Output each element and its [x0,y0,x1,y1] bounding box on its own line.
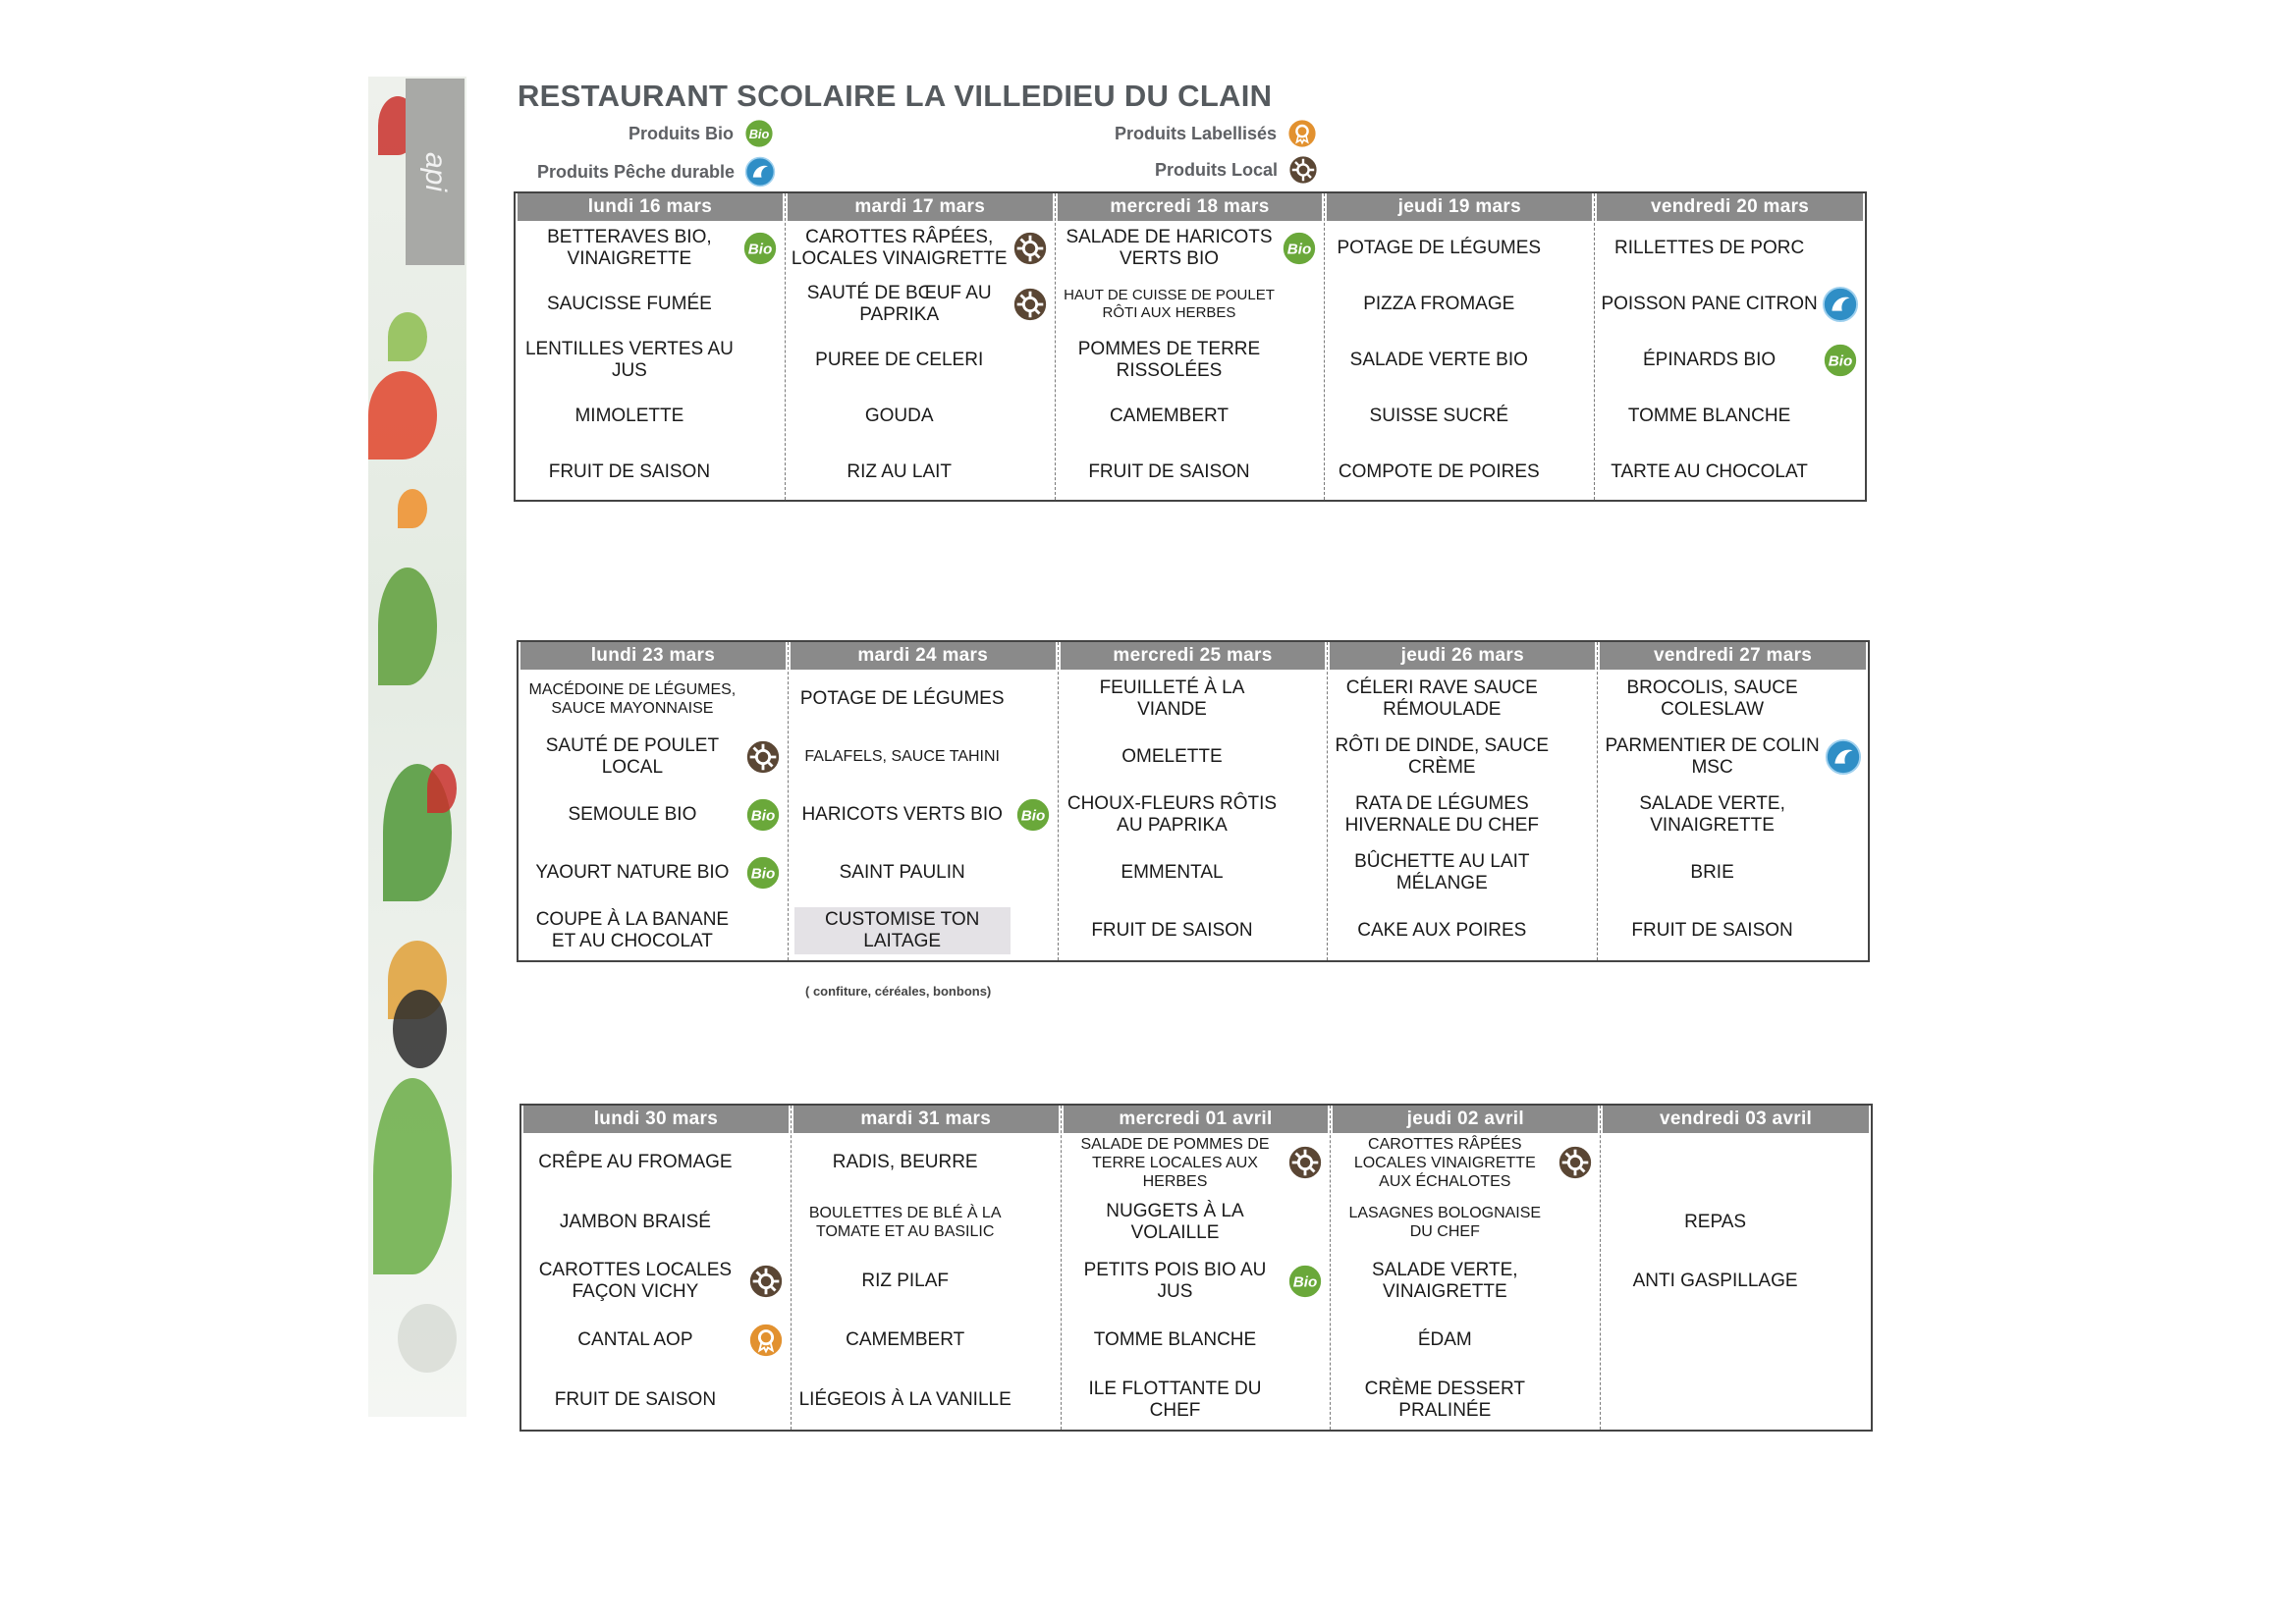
dish-item [1325,444,1594,500]
dish-item [1056,333,1325,389]
day-header: vendredi 27 mars [1600,642,1866,670]
dish-name: YAOURT NATURE BIO [535,862,730,884]
dish-item [1062,1133,1331,1192]
dish-name: BROCOLIS, SAUCE COLESLAW [1626,676,1798,720]
dish-name: CAROTTES RÂPÉES, LOCALES VINAIGRETTE [791,227,1008,270]
day-header: jeudi 26 mars [1330,642,1595,670]
dish-item [1328,785,1597,843]
dish-item [1062,1252,1331,1311]
dish-item [1595,221,1865,277]
dish-name: SAUCISSE FUMÉE [546,294,712,315]
dish-name: ANTI GASPILLAGE [1632,1271,1798,1292]
dish-list [1062,1133,1331,1430]
dish-name: BETTERAVES BIO, VINAIGRETTE [547,227,712,270]
dish-name: LASAGNES BOLOGNAISE DU CHEF [1348,1204,1542,1240]
dish-item [1331,1311,1600,1370]
dish-name: RIZ PILAF [861,1271,950,1292]
week-grid [517,640,1870,962]
local-icon [1557,1144,1594,1181]
dish-item [1331,1371,1600,1430]
dish-item [1325,277,1594,333]
day-column [519,642,789,960]
dish-name: PIZZA FROMAGE [1363,294,1515,315]
dish-item [1598,728,1868,785]
local-icon [1011,230,1049,267]
customise-note: ( confiture, céréales, bonbons) [805,984,992,999]
bio-icon [744,854,782,892]
dish-item [789,844,1058,902]
week-2 [517,640,1870,962]
dish-name: TARTE AU CHOCOLAT [1611,460,1808,482]
legend-bio-label: Produits Bio [629,123,734,143]
dish-name: CAKE AUX POIRES [1357,920,1527,942]
bio-icon [744,796,782,834]
day-column [1601,1106,1871,1430]
day-column [1328,642,1598,960]
dish-list [786,221,1055,500]
dish-name: SALADE VERTE, VINAIGRETTE [1639,793,1785,836]
dish-name: FRUIT DE SAISON [548,460,711,482]
dish-item [519,785,788,843]
dish-name: CHOUX-FLEURS RÔTIS AU PAPRIKA [1066,793,1278,836]
local-icon [1287,154,1319,186]
label-rouge-icon [1286,118,1318,149]
dish-name: CRÈME DESSERT PRALINÉE [1364,1378,1525,1421]
dish-item [1601,1311,1871,1370]
peche-durable-icon [744,156,776,188]
peche-durable-icon [1825,738,1862,776]
dish-name: RÔTI DE DINDE, SAUCE CRÈME [1335,734,1550,778]
dish-item [1595,277,1865,333]
legend-peche-label: Produits Pêche durable [537,161,736,182]
dish-name: TOMME BLANCHE [1627,405,1791,426]
day-column [1059,642,1329,960]
legend-label-label: Produits Labellisés [1115,123,1278,143]
dish-list [792,1133,1061,1430]
dish-name: RADIS, BEURRE [832,1152,978,1173]
dish-list [519,670,788,960]
dish-name: CAMEMBERT [1109,405,1230,426]
dish-item [521,1192,791,1251]
dish-name: HAUT DE CUISSE DE POULET RÔTI AUX HERBES [1064,287,1275,322]
dish-item [1328,902,1597,960]
day-column [516,193,786,500]
dish-item [521,1252,791,1311]
dish-name: CRÊPE AU FROMAGE [538,1152,733,1173]
day-header: lundi 30 mars [523,1106,789,1133]
dish-name: EMMENTAL [1121,862,1224,884]
dish-item [1328,728,1597,785]
legend-local [1155,154,1319,186]
dish-list [1056,221,1325,500]
dish-item [1056,388,1325,444]
day-header: lundi 23 mars [520,642,786,670]
dish-item [792,1192,1061,1251]
dish-name: FEUILLETÉ À LA VIANDE [1099,676,1245,720]
dish-item [1595,333,1865,389]
day-header: jeudi 02 avril [1333,1106,1598,1133]
week-3 [519,1104,1873,1432]
leaf-decoration [388,312,427,361]
legend-local-label: Produits Local [1155,159,1279,180]
day-header: jeudi 19 mars [1327,193,1592,221]
dish-item [519,844,788,902]
svg-text:Bio: Bio [748,126,770,141]
dish-list [1598,670,1868,960]
dish-name: HARICOTS VERTS BIO [801,804,1003,825]
dish-name: SALADE VERTE, VINAIGRETTE [1372,1260,1518,1303]
dish-name: POMMES DE TERRE RISSOLÉES [1077,338,1261,381]
dish-item [792,1311,1061,1370]
pepper-decoration [398,489,427,528]
dish-name: FRUIT DE SAISON [1631,920,1793,942]
day-column [1331,1106,1601,1430]
dish-list [1601,1133,1871,1430]
dish-item [521,1371,791,1430]
dish-item [1059,902,1328,960]
dish-name: SEMOULE BIO [568,804,697,825]
dish-item [792,1252,1061,1311]
dish-item [1059,785,1328,843]
week-grid [514,191,1867,502]
svg-text:Bio: Bio [1293,1273,1318,1291]
day-column [1325,193,1595,500]
leaf-decoration [378,568,437,685]
dish-name: NUGGETS À LA VOLAILLE [1106,1200,1244,1243]
dish-item [1056,444,1325,500]
bio-icon [1014,796,1052,834]
dish-name: FRUIT DE SAISON [1091,920,1253,942]
bio-icon [1822,342,1859,379]
pepper-decoration [427,764,457,813]
day-header: mardi 17 mars [788,193,1053,221]
day-header: mardi 31 mars [793,1106,1059,1133]
dish-item [786,444,1055,500]
dish-item [1595,444,1865,500]
day-header: vendredi 20 mars [1597,193,1863,221]
dish-item [1598,670,1868,728]
legend-bio [629,118,775,149]
dish-name: PUREE DE CELERI [815,349,984,370]
dish-name: RILLETTES DE PORC [1613,238,1805,259]
dish-item [516,388,785,444]
dish-item [1601,1192,1871,1251]
dish-name: PARMENTIER DE COLIN MSC [1605,734,1820,778]
dish-item [1331,1192,1600,1251]
dish-item [1601,1252,1871,1311]
leaf-decoration [373,1078,452,1274]
dish-item [786,277,1055,333]
dish-list [789,670,1058,960]
dish-name: SUISSE SUCRÉ [1369,405,1509,426]
dish-name: SALADE VERTE BIO [1349,349,1528,370]
dish-name: TOMME BLANCHE [1093,1329,1257,1351]
dish-item [1059,728,1328,785]
day-column [1062,1106,1332,1430]
dish-item [1062,1192,1331,1251]
dish-item [1059,844,1328,902]
dish-name: BOULETTES DE BLÉ À LA TOMATE ET AU BASILIC [808,1204,1002,1240]
dish-name: ÉPINARDS BIO [1643,349,1777,370]
dish-name: CAMEMBERT [846,1329,965,1351]
dish-item [1062,1371,1331,1430]
dish-name: BRIE [1690,862,1734,884]
svg-text:Bio: Bio [747,242,773,259]
week-grid [519,1104,1873,1432]
day-column [792,1106,1062,1430]
dish-name: SALADE DE HARICOTS VERTS BIO [1066,227,1273,270]
svg-text:Bio: Bio [750,865,776,883]
bio-icon [741,230,779,267]
day-header: mercredi 01 avril [1064,1106,1329,1133]
day-header: mercredi 25 mars [1061,642,1326,670]
dish-list [516,221,785,500]
dish-name: REPAS [1684,1211,1747,1232]
peche-durable-icon [1822,286,1859,323]
dish-item [786,221,1055,277]
dish-item [1325,333,1594,389]
dish-name: COUPE À LA BANANE ET AU CHOCOLAT [535,909,730,952]
dish-name: SALADE DE POMMES DE TERRE LOCALES AUX HERBES [1080,1135,1270,1190]
dish-item [519,728,788,785]
dish-name: LIÉGEOIS À LA VANILLE [798,1388,1011,1410]
dish-item [1325,221,1594,277]
dish-list [521,1133,791,1430]
svg-text:Bio: Bio [1287,242,1312,259]
label-rouge-icon [747,1322,785,1359]
dish-item [1598,785,1868,843]
dish-name: OMELETTE [1121,745,1223,767]
dish-item [789,902,1058,960]
dish-item [1062,1311,1331,1370]
dish-item [521,1133,791,1192]
dish-name: MACÉDOINE DE LÉGUMES, SAUCE MAYONNAISE [528,680,737,717]
dish-name: SAUTÉ DE BŒUF AU PAPRIKA [806,283,992,326]
figure-decoration [393,990,447,1068]
dish-name: FRUIT DE SAISON [554,1388,717,1410]
legend-peche [537,156,776,188]
dish-item [789,785,1058,843]
week-1 [514,191,1867,502]
dish-item [516,277,785,333]
dish-name: BÛCHETTE AU LAIT MÉLANGE [1354,851,1530,894]
dish-name: MIMOLETTE [574,405,684,426]
dish-item [786,388,1055,444]
dish-item [1601,1133,1871,1192]
bio-icon [743,118,775,149]
dish-item [789,670,1058,728]
dish-item [516,221,785,277]
dish-item [792,1133,1061,1192]
page-title: RESTAURANT SCOLAIRE LA VILLEDIEU DU CLAIN [518,79,1273,113]
tomato-decoration [368,371,437,460]
day-header: lundi 16 mars [518,193,783,221]
dish-item [1331,1252,1600,1311]
dish-name: POISSON PANE CITRON [1601,294,1818,315]
dish-name: POTAGE DE LÉGUMES [1337,238,1542,259]
dish-item [1598,844,1868,902]
decorative-side-strip [368,77,466,1417]
day-column [786,193,1056,500]
api-logo: api [406,79,465,265]
day-column [1595,193,1865,500]
dish-item [786,333,1055,389]
dish-name: CAROTTES RÂPÉES LOCALES VINAIGRETTE AUX ÉCHALOTES [1353,1135,1536,1190]
dish-name: CUSTOMISE TON LAITAGE [794,907,1011,954]
dish-name: SAINT PAULIN [839,862,965,884]
dish-name: RATA DE LÉGUMES HIVERNALE DU CHEF [1344,793,1539,836]
dish-name: LENTILLES VERTES AU JUS [524,338,734,381]
dish-name: COMPOTE DE POIRES [1338,460,1540,482]
dish-item [792,1371,1061,1430]
day-column [789,642,1059,960]
svg-text:Bio: Bio [1828,352,1853,370]
dish-list [1595,221,1865,500]
dish-item [1595,388,1865,444]
svg-text:Bio: Bio [750,807,776,825]
day-header: vendredi 03 avril [1603,1106,1869,1133]
day-column [1056,193,1326,500]
dish-item [1325,388,1594,444]
dish-list [1331,1133,1600,1430]
day-column [521,1106,792,1430]
dish-list [1325,221,1594,500]
day-header: mercredi 18 mars [1058,193,1323,221]
dish-name: JAMBON BRAISÉ [559,1211,711,1232]
svg-text:Bio: Bio [1020,807,1045,825]
dish-name: CÉLERI RAVE SAUCE RÉMOULADE [1345,676,1538,720]
dish-name: FRUIT DE SAISON [1088,460,1250,482]
dish-list [1328,670,1597,960]
dish-list [1059,670,1328,960]
local-icon [744,738,782,776]
dish-name: RIZ AU LAIT [847,460,953,482]
dish-name: FALAFELS, SAUCE TAHINI [804,748,1000,766]
dish-name: POTAGE DE LÉGUMES [799,687,1005,709]
dish-item [1059,670,1328,728]
dish-item [1056,277,1325,333]
dish-item [1328,670,1597,728]
dish-name: CANTAL AOP [577,1329,693,1351]
dish-item [1328,844,1597,902]
dish-item [789,728,1058,785]
bowl-decoration [398,1304,457,1373]
dish-item [1056,221,1325,277]
local-icon [1011,286,1049,323]
local-icon [747,1263,785,1300]
legend-label [1115,118,1318,149]
dish-item [521,1311,791,1370]
dish-item [519,670,788,728]
dish-name: PETITS POIS BIO AU JUS [1083,1260,1267,1303]
bio-icon [1286,1263,1324,1300]
dish-name: ILE FLOTTANTE DU CHEF [1088,1378,1262,1421]
dish-name: CAROTTES LOCALES FAÇON VICHY [538,1260,733,1303]
bio-icon [1281,230,1318,267]
dish-name: SAUTÉ DE POULET LOCAL [545,734,720,778]
dish-name: GOUDA [864,405,934,426]
dish-item [1331,1133,1600,1192]
dish-item [519,902,788,960]
dish-name: ÉDAM [1417,1329,1472,1351]
dish-item [1598,902,1868,960]
day-column [1598,642,1868,960]
dish-item [1601,1371,1871,1430]
dish-item [516,333,785,389]
day-header: mardi 24 mars [791,642,1056,670]
dish-item [516,444,785,500]
local-icon [1286,1144,1324,1181]
